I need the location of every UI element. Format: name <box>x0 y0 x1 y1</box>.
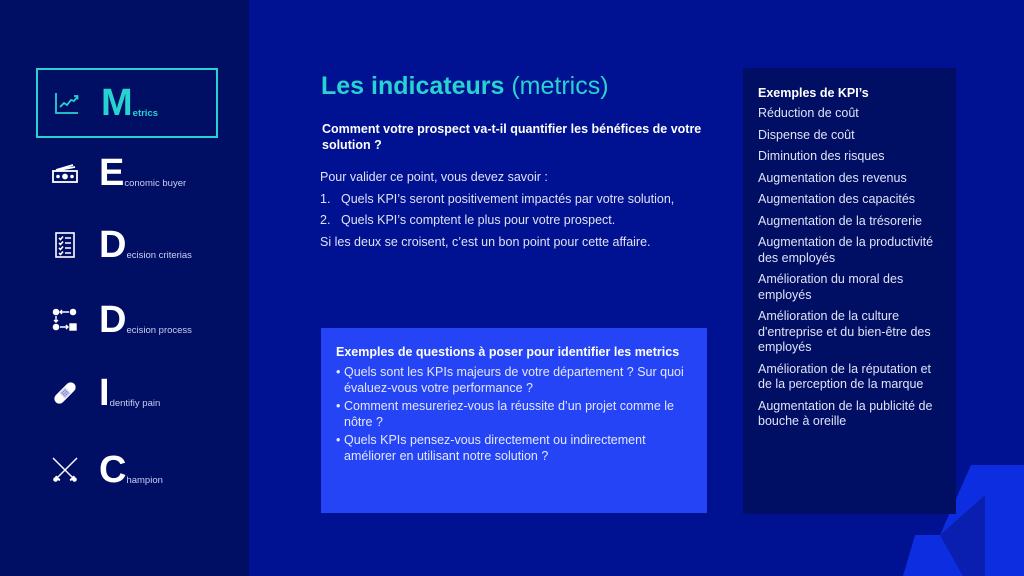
kpi-list <box>758 106 946 430</box>
list-number: 2. <box>320 213 331 227</box>
kpi-item: Réduction de coût <box>758 106 859 120</box>
page-title <box>321 72 609 101</box>
list-item <box>320 192 700 208</box>
meddic-word: conomic buyer <box>124 178 187 189</box>
list-item <box>336 398 693 430</box>
meddic-letter: C <box>99 449 127 491</box>
meddic-item-champion[interactable] <box>36 435 218 505</box>
kpi-item: Amélioration de la culture d'entreprise et du bien-être des employés <box>758 309 931 354</box>
key-question: Comment votre prospect va-t-il quantifier les bénéfices de votre solution ? <box>322 122 702 152</box>
kpi-item: Augmentation des capacités <box>758 192 916 206</box>
questions-list <box>336 364 693 464</box>
conclusion-text: Si les deux se croisent, c’est un bon point pour cette affaire. <box>320 234 651 249</box>
list-item <box>336 432 693 464</box>
meddic-item-decision-criterias[interactable] <box>36 210 218 280</box>
meddic-word: hampion <box>126 475 163 486</box>
meddic-word: dentifiy pain <box>109 398 161 409</box>
meddic-item-economic-buyer[interactable] <box>36 138 218 208</box>
page-title-sub: (metrics) <box>511 72 609 100</box>
meddic-letter: D <box>99 299 127 341</box>
kpi-item: Dispense de coût <box>758 127 855 142</box>
meddic-letter: M <box>101 82 133 124</box>
kpi-item: Amélioration de la réputation et de la perception de la marque <box>758 361 932 391</box>
bullet-icon: • <box>336 365 341 379</box>
meddic-word: ecision process <box>126 325 192 336</box>
list-text: Quels KPI’s comptent le plus pour votre prospect. <box>341 213 616 227</box>
validation-text <box>320 170 700 256</box>
process-flow-icon <box>50 305 80 335</box>
meddic-letter: I <box>99 372 110 414</box>
kpi-item: Augmentation des revenus <box>758 170 907 185</box>
checklist-icon <box>50 230 80 260</box>
intro-text: Pour valider ce point, vous devez savoir : <box>320 170 548 184</box>
kpi-item: Augmentation de la trésorerie <box>758 213 922 228</box>
question-text: Quels sont les KPIs majeurs de votre département ? Sur quoi évaluez-vous votre performance ? <box>344 365 684 395</box>
kpi-item: Amélioration du moral des employés <box>758 272 904 302</box>
kpi-item: Diminution des risques <box>758 149 885 163</box>
meddic-item-identify-pain[interactable] <box>36 358 218 428</box>
list-text: Quels KPI’s seront positivement impactés par votre solution, <box>341 191 675 206</box>
meddic-sidebar <box>0 0 249 576</box>
chart-trend-icon <box>52 88 82 118</box>
meddic-word: ecision criterias <box>126 250 192 261</box>
meddic-letter: D <box>99 224 127 266</box>
crossed-swords-icon <box>50 455 80 485</box>
meddic-item-decision-process[interactable] <box>36 285 218 355</box>
bullet-icon: • <box>336 399 341 413</box>
question-text: Comment mesureriez-vous la réussite d’un projet comme le nôtre ? <box>344 399 674 429</box>
kpi-examples-panel <box>743 68 956 514</box>
meddic-letter: E <box>99 152 125 194</box>
list-item <box>320 213 700 229</box>
questions-box <box>321 328 707 513</box>
page-title-main: Les indicateurs <box>321 72 505 100</box>
meddic-item-metrics[interactable] <box>36 68 218 138</box>
list-number: 1. <box>320 191 331 206</box>
question-text: Quels KPIs pensez-vous directement ou indirectement améliorer en utilisant notre solution ? <box>344 433 646 463</box>
list-item <box>336 364 693 396</box>
kpi-item: Augmentation de la productivité des employés <box>758 235 934 265</box>
bandage-icon <box>50 378 80 408</box>
meddic-word: etrics <box>132 108 159 119</box>
kpi-item: Augmentation de la publicité de bouche à oreille <box>758 398 933 428</box>
kpi-panel-title: Exemples de KPI’s <box>758 86 869 100</box>
bullet-icon: • <box>336 433 341 447</box>
validation-list <box>320 192 700 229</box>
questions-box-title: Exemples de questions à poser pour identifier les metrics <box>336 345 680 359</box>
money-icon <box>50 158 80 188</box>
